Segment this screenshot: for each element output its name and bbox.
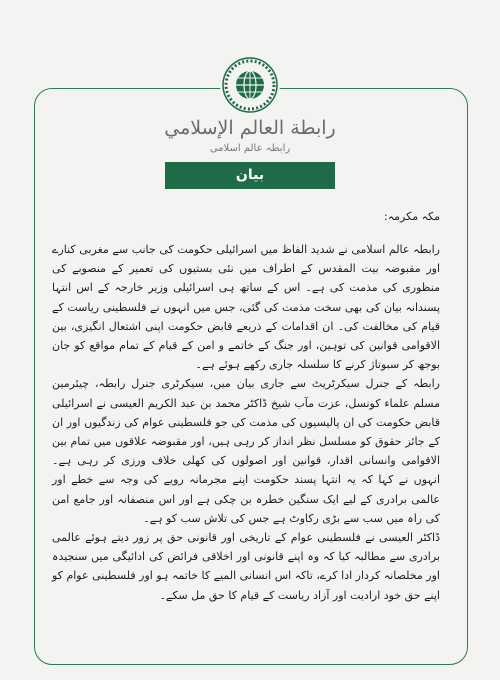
organization-name: رابطة العالم الإسلامي (164, 117, 336, 139)
dateline-place: مکہ مکرمہ: (384, 210, 440, 223)
statement-paragraph: رابطہ کے جنرل سیکرٹریٹ سے جاری بیان میں، سیکرٹری جنرل رابطہ، چیئرمین مسلم علماء کونسل، عزت مآب شیخ ڈاکٹر محمد بن عبد الکریم العیسی نے اسرائیلی قابض حکومت کی ان پالیسیوں کی مذمت کی جو فلسطینی عوام کی زندگیوں اور ان کے جائز حقوق کو مسلسل نظر انداز کر رہی ہیں، اور مقبوضہ علاقوں میں تمام بین الاقوامی وانسانی اقدار، قوانین اور اصولوں کی کھلی خلاف ورزی کر رہی ہے۔ انہوں نے کہا کہ یہ انتہا پسند حکومت اپنے مجرمانہ رویے کی وجہ سے خطے اور عالمی برادری کے لیے ایک سنگین خطرہ بن چکی ہے اور اس منصفانہ اور جامع امن کی راہ میں سب سے بڑی رکاوٹ ہے جس کی تلاش سب کو ہے۔ (52, 377, 440, 525)
globe-emblem-icon (220, 55, 280, 115)
statement-body (52, 240, 440, 605)
statement-paragraph: رابطہ عالم اسلامی نے شدید الفاظ میں اسرائیلی حکومت کی جانب سے مغربی کنارے اور مقبوضہ بیت المقدس کے اطراف میں نئی بستیوں کی تعمیر کے منصوبے کی منظوری کی مذمت کی ہے۔ اس کے ساتھ ہی اسرائیلی وزیر خارجہ کے اس انتہا پسندانہ بیان کی بھی سخت مذمت کی گئی، جس میں انہوں نے فلسطینی ریاست کے قیام کی مخالفت کی۔ ان اقدامات کے ذریعے قابض حکومت اپنی اشتعال انگیزی، بین الاقوامی قوانین کی توہین، اور جنگ کے خاتمے و امن کے قیام کے تمام مواقع کو جان بوجھ کر سبوتاژ کرنے کا سلسلہ جاری رکھے ہوئے ہے۔ (52, 243, 440, 372)
statement-banner: بیان (165, 162, 335, 189)
statement-paragraph: ڈاکٹر العیسی نے فلسطینی عوام کے تاریخی اور قانونی حق پر زور دیتے ہوئے عالمی برادری سے مطالبہ کیا کہ وہ اپنے قانونی اور اخلاقی فرائض کی ادائیگی میں سنجیدہ اور مخلصانہ کردار ادا کرے، تاکہ اس انسانی المیے کا خاتمہ ہو اور فلسطینی عوام کو اپنے حق خود ارادیت اور آزاد ریاست کے قیام کا حق مل سکے۔ (52, 531, 440, 602)
organization-name-urdu: رابطہ عالم اسلامی (209, 143, 291, 154)
